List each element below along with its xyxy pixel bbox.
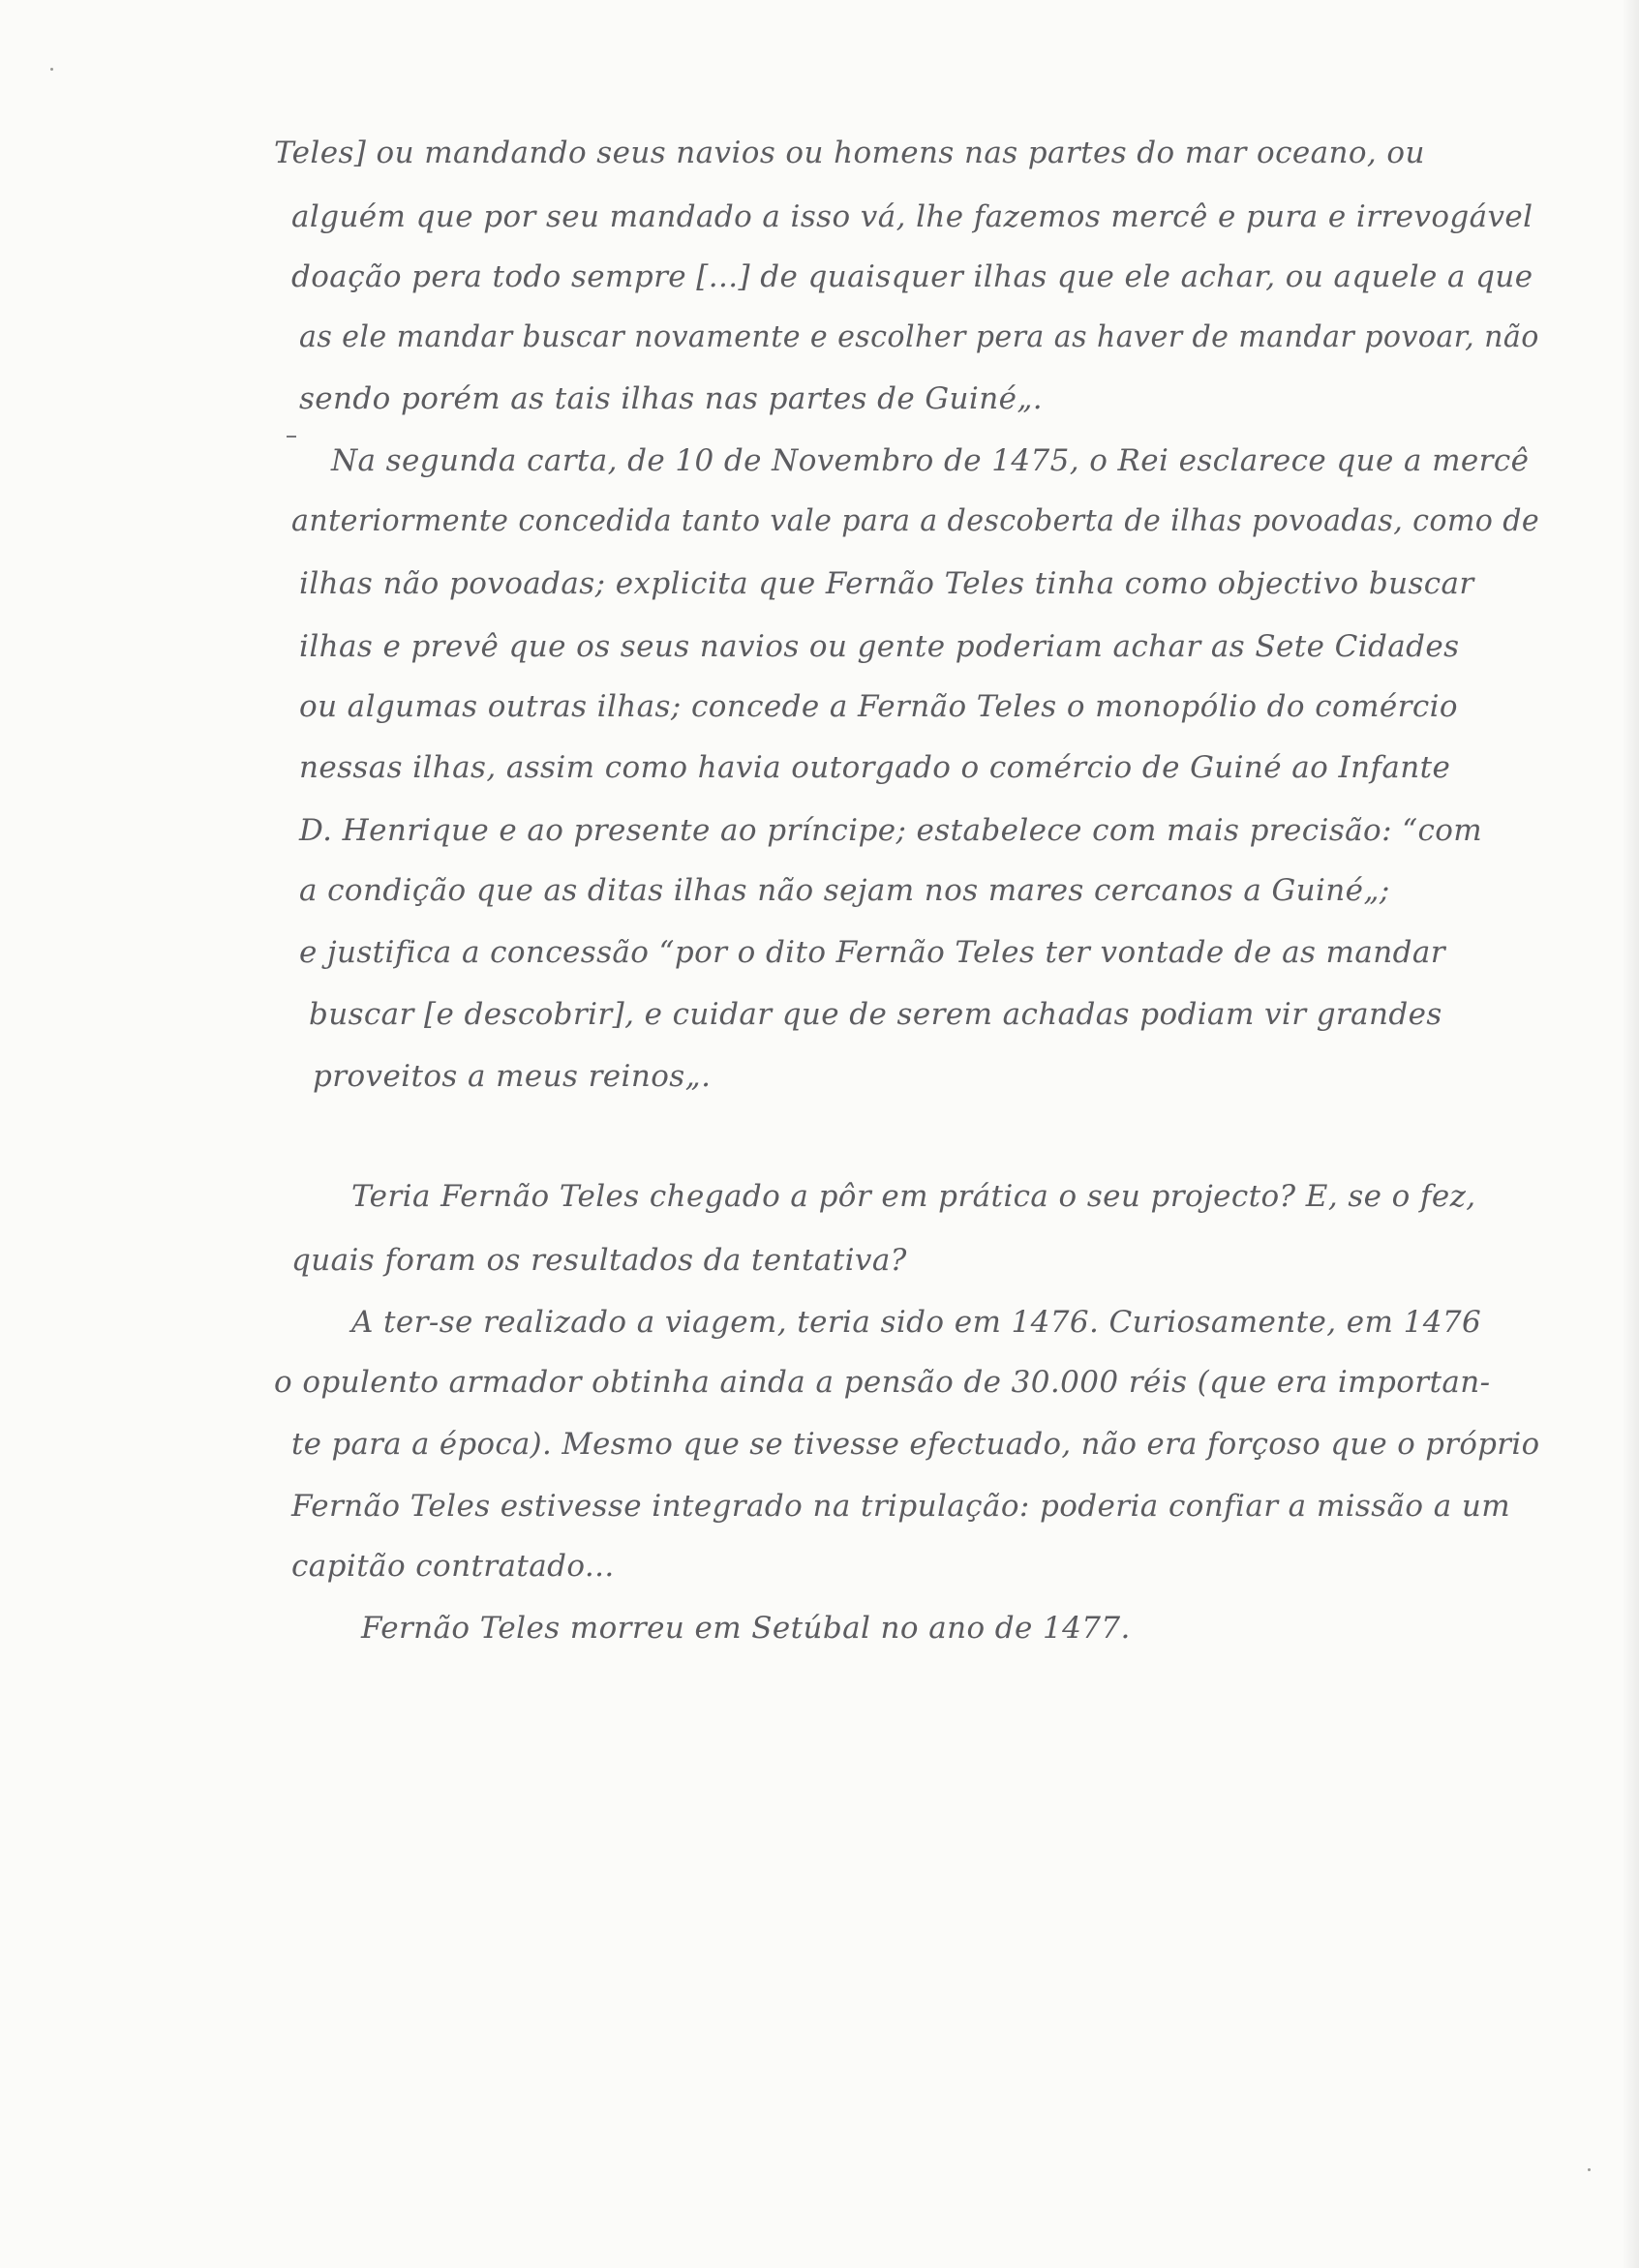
manuscript-line: nessas ilhas, assim como havia outorgado o comércio de Guiné ao Infante	[299, 750, 1451, 785]
manuscript-line: Na segunda carta, de 10 de Novembro de 1475, o Rei esclarece que a mercê	[331, 443, 1530, 478]
paper-speck	[50, 68, 53, 71]
manuscript-line: anteriormente concedida tanto vale para a descoberta de ilhas povoadas, como de	[291, 503, 1540, 538]
manuscript-line: o opulento armador obtinha ainda a pensão de 30.000 réis (que era importan-	[274, 1365, 1491, 1400]
manuscript-line: Teles] ou mandando seus navios ou homens nas partes do mar oceano, ou	[274, 136, 1425, 170]
manuscript-line: doação pera todo sempre [...] de quaisquer ilhas que ele achar, ou aquele a que	[291, 259, 1533, 294]
manuscript-line: te para a época). Mesmo que se tivesse efectuado, não era forçoso que o próprio	[291, 1427, 1540, 1462]
manuscript-line: sendo porém as tais ilhas nas partes de Guiné„.	[299, 381, 1044, 416]
manuscript-line: alguém que por seu mandado a isso vá, lhe fazemos mercê e pura e irrevogável	[291, 199, 1533, 234]
manuscript-line: ilhas não povoadas; explicita que Fernão Teles tinha como objectivo buscar	[299, 566, 1474, 601]
manuscript-line: Teria Fernão Teles chegado a pôr em prática o seu projecto? E, se o fez,	[351, 1179, 1476, 1214]
manuscript-line: buscar [e descobrir], e cuidar que de serem achadas podiam vir grandes	[309, 997, 1442, 1032]
manuscript-line: proveitos a meus reinos„.	[313, 1059, 712, 1094]
manuscript-line: a condição que as ditas ilhas não sejam nos mares cercanos a Guiné„;	[299, 873, 1390, 908]
paper-speck	[1588, 2168, 1591, 2171]
page-edge-shadow	[1622, 0, 1639, 2268]
margin-dash-mark	[287, 436, 296, 438]
manuscript-line: capitão contratado...	[291, 1549, 615, 1584]
manuscript-line: as ele mandar buscar novamente e escolher pera as haver de mandar povoar, não	[299, 319, 1539, 354]
manuscript-line: quais foram os resultados da tentativa?	[291, 1243, 907, 1278]
manuscript-line: D. Henrique e ao presente ao príncipe; estabelece com mais precisão: “com	[299, 813, 1483, 848]
manuscript-line: ou algumas outras ilhas; concede a Fernão Teles o monopólio do comércio	[299, 689, 1458, 724]
manuscript-line: e justifica a concessão “por o dito Fernão Teles ter vontade de as mandar	[299, 935, 1445, 970]
manuscript-line: A ter-se realizado a viagem, teria sido em 1476. Curiosamente, em 1476	[351, 1305, 1482, 1340]
manuscript-line: Fernão Teles estivesse integrado na tripulação: poderia confiar a missão a um	[291, 1489, 1511, 1524]
manuscript-line: ilhas e prevê que os seus navios ou gente poderiam achar as Sete Cidades	[299, 629, 1460, 664]
manuscript-line: Fernão Teles morreu em Setúbal no ano de 1477.	[361, 1611, 1131, 1646]
